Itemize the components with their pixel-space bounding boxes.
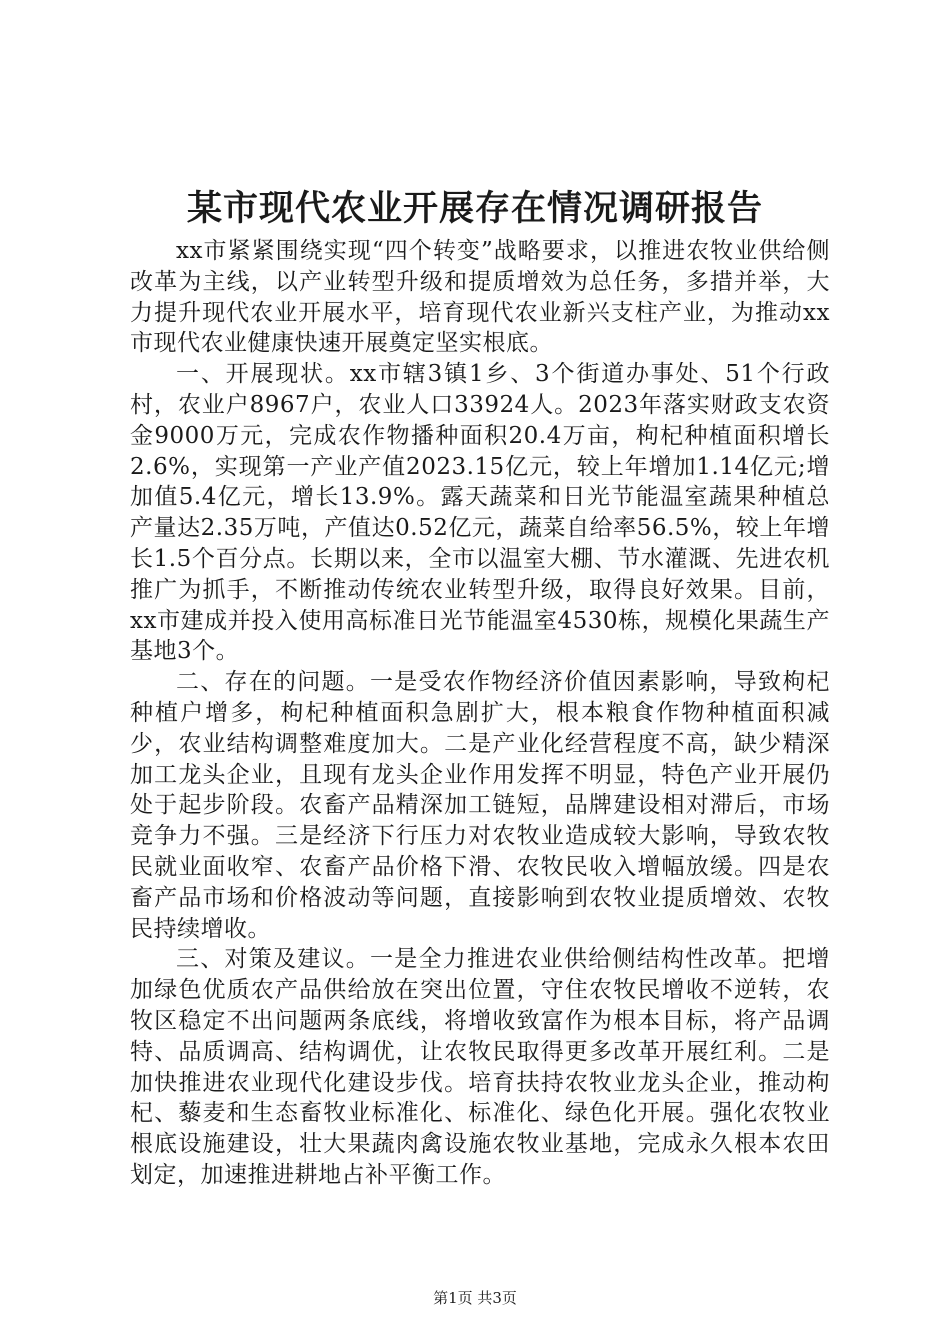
document-title: 某市现代农业开展存在情况调研报告 [186, 188, 763, 229]
paragraph-existing-problems: 二、存在的问题。一是受农作物经济价值因素影响，导致枸杞种植户增多，枸杞种植面积急剧扩大，根本粮食作物种植面积减少，农业结构调整难度加大。二是产业化经营程度不高，缺少精深加工龙头企业，且现有龙头企业作用发挥不明显，特色产业开展仍处于起步阶段。农畜产品精深加工链短，品牌建设相对滞后，市场竞争力不强。三是经济下行压力对农牧业造成较大影响，导致农牧民就业面收窄、农畜产品价格下滑、农牧民收入增幅放缓。四是农畜产品市场和价格波动等问题，直接影响到农牧业提质增效、农牧民持续增收。 [130, 669, 830, 942]
paragraph-intro: xx市紧紧围绕实现“四个转变”战略要求，以推进农牧业供给侧改革为主线，以产业转型升级和提质增效为总任务，多措并举，大力提升现代农业开展水平，培育现代农业新兴支柱产业，为推动xx市现代农业健康快速开展奠定坚实根底。 [130, 238, 830, 357]
document-body [130, 236, 830, 1191]
paragraph-current-status: 一、开展现状。xx市辖3镇1乡、3个街道办事处、51个行政村，农业户8967户，农业人口33924人。2023年落实财政支农资金9000万元，完成农作物播种面积20.4万亩，枸杞种植面积增长2.6%，实现第一产业产值2023.15亿元，较上年增加1.14亿元;增加值5.4亿元，增长13.9%。露天蔬菜和日光节能温室蔬果种植总产量达2.35万吨，产值达0.52亿元，蔬菜自给率56.5%，较上年增长1.5个百分点。长期以来，全市以温室大棚、节水灌溉、先进农机推广为抓手，不断推动传统农业转型升级，取得良好效果。目前，xx市建成并投入使用高标准日光节能温室4530栋，规模化果蔬生产基地3个。 [130, 361, 830, 665]
page-indicator: 第1页 共3页 [433, 1289, 517, 1307]
page-footer [0, 1288, 950, 1308]
paragraph-countermeasures: 三、对策及建议。一是全力推进农业供给侧结构性改革。把增加绿色优质农产品供给放在突出位置，守住农牧民增收不逆转，农牧区稳定不出问题两条底线，将增收致富作为根本目标，将产品调特、品质调高、结构调优，让农牧民取得更多改革开展红利。二是加快推进农业现代化建设步伐。培育扶持农牧业龙头企业，推动枸杞、藜麦和生态畜牧业标准化、标准化、绿色化开展。强化农牧业根底设施建设，壮大果蔬肉禽设施农牧业基地，完成永久根本农田划定，加速推进耕地占补平衡工作。 [130, 946, 830, 1188]
